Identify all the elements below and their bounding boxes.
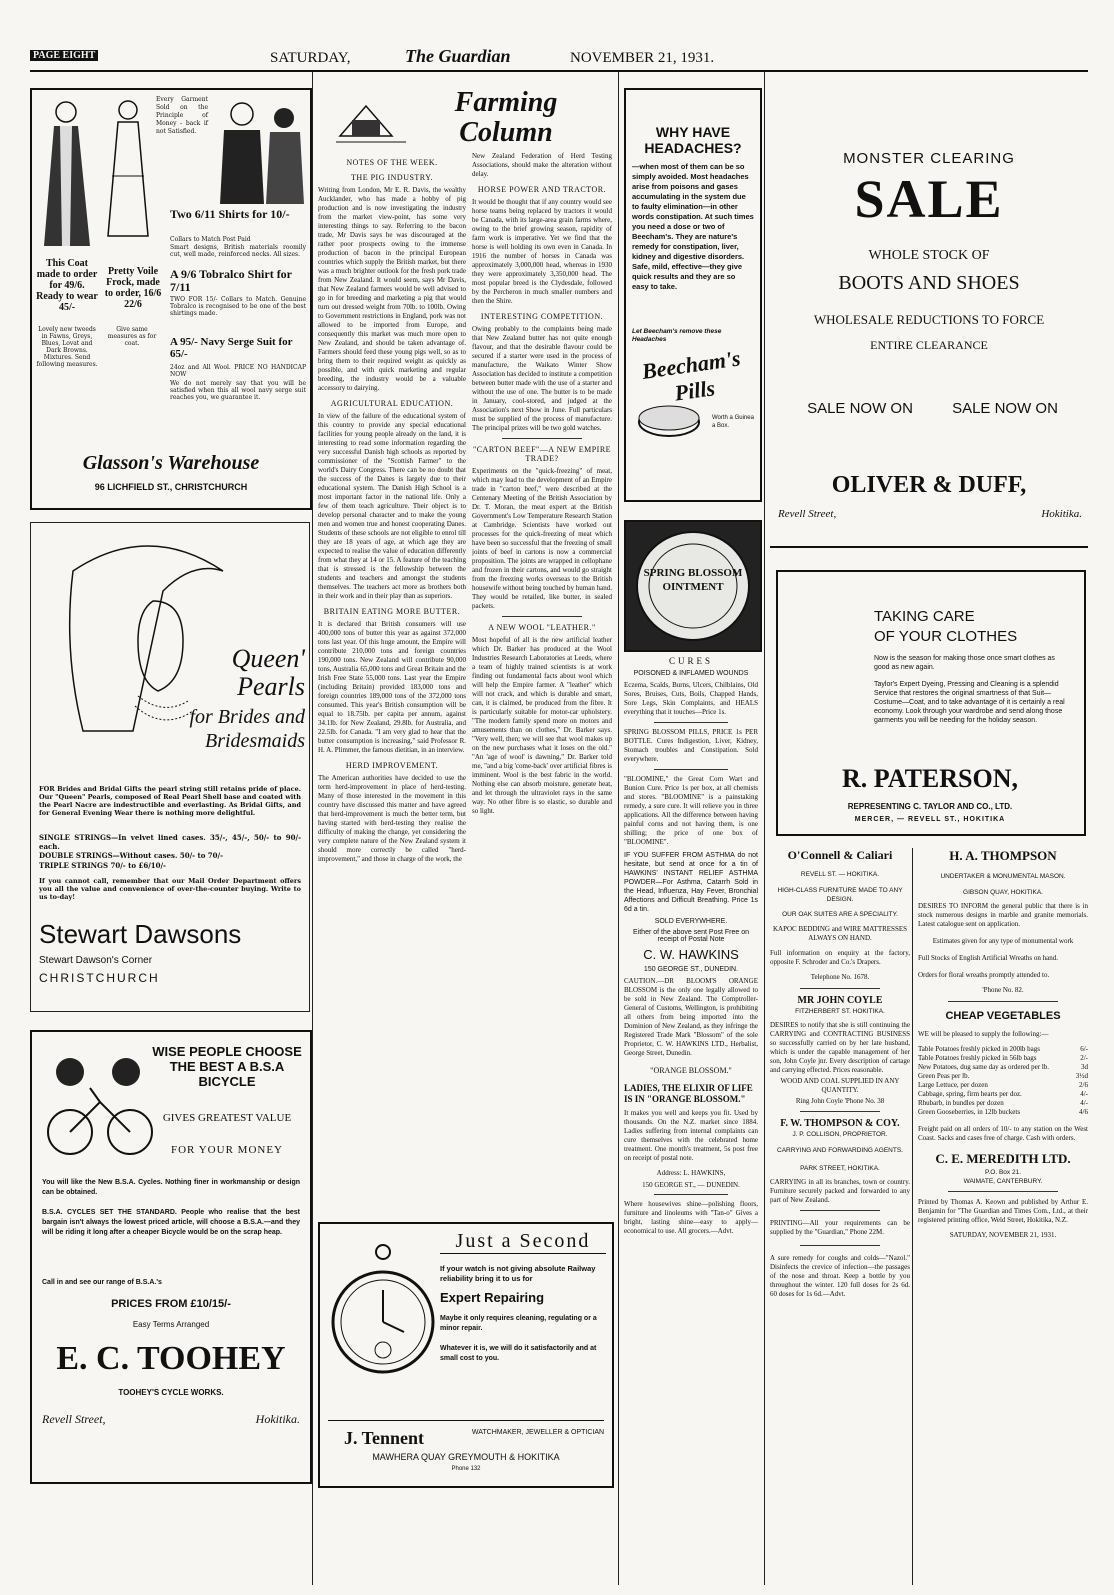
- vegetable-name: New Potatoes, dug same day as ordered per lb.: [918, 1063, 1050, 1071]
- horse-body: It would be thought that if any country would see horse teams being replaced by tractors it would be Canada, with its large-area grain farms where, owing to the brief growing season, rapidity of farm work is imperative. Yet we find that the horse is well holding its own even in Canada. In 1916 the number of horses in Canada was approximately 3,000,000 head, whereas in 1930 they were approximately 3,350,000 head. The most popular breed is the Clydesdale, followed by the Percheron in much smaller numbers and then the Shire.: [472, 198, 612, 305]
- oliver-entire: ENTIRE CLEARANCE: [870, 338, 988, 352]
- divider: [328, 1420, 604, 1421]
- frock-body: Give same measures as for coat.: [107, 326, 157, 347]
- bsa-bicycle-ad: [30, 1030, 312, 1484]
- meredith-name: C. E. MEREDITH LTD.: [935, 1151, 1071, 1166]
- oconnell-kapoc: KAPOC BEDDING and WIRE MATTRESSES ALWAYS ON HAND.: [772, 925, 908, 942]
- oconnell-phone: Telephone No. 1678.: [810, 973, 870, 981]
- bsa-prices: PRICES FROM £10/15/-: [111, 1298, 231, 1310]
- vegetable-row: [918, 1108, 1088, 1117]
- double-strings: DOUBLE STRINGS—Without cases. 50/- to 70/-: [39, 851, 224, 860]
- shirts-heading: Two 6/11 Shirts for 10/-: [170, 207, 290, 221]
- paterson-name: R. PATERSON,: [842, 764, 1018, 793]
- tennent-heading: Just a Second: [440, 1230, 606, 1254]
- beechams-brand: Beecham's Pills: [640, 345, 742, 406]
- bsa-p2: B.S.A. CYCLES SET THE STANDARD. People who realise that the best bargain isn't always the lowest priced article, will choose a B.S.A.—and they will be riding it long after a cheaper Bicycle would be on the scrap heap.: [42, 1209, 300, 1236]
- paterson-head2: OF YOUR CLOTHES: [874, 628, 1018, 645]
- paterson-p2: Taylor's Expert Dyeing, Pressing and Cleaning is a splendid Service that restores the original smartness of that Suit—Costume—Coat, and to take advantage of it is certainly a real economy. Look through your wardrobe and send along those garments you will be needing for the holiday season.: [874, 681, 1065, 724]
- agri-body: In view of the failure of the educational system of this country to provide any special educational facilities for young people already on the land, it is interesting to read some information regarding the very successful Danish high schools as reported by commissioner of the "Scottish Farmer" to the world's Dairy Congress. There can be no doubt that the success of the Danes is largely due to their educational system. The Danish High School is a most important factor in the national life. Only a few of them teach agriculture. Their object is to develop personal character and to make the young men and women true and honest cooperating Danes. Students of these schools are not eligible to enrol till they are 18 years of age, at which age they are expected to realise the value of education differently from what they at 14 or 15. A feature of the teaching that is stressed is the fellowship between the students and teachers and amongst the students themselves. The teachers act more as brothers both in their work and in their play than as superiors.: [318, 412, 466, 600]
- ladies-heading: LADIES, THE ELIXIR OF LIFE IS IN "ORANGE BLOSSOM.": [624, 1083, 753, 1104]
- thompson-coy-name: F. W. THOMPSON & COY.: [780, 1118, 900, 1129]
- vegetable-price: 3½d: [1075, 1072, 1088, 1080]
- coyle-wood: WOOD AND COAL SUPPLIED IN ANY QUANTITY.: [780, 1077, 900, 1094]
- housewives: Where housewives shine—polishing floors, furniture and linoleums with "Tan-o" Gives a bright, lasting shine—easy to apply—economical to use. All grocers.—Advt.: [624, 1200, 758, 1235]
- coat-body: Lovely new tweeds in Fawns, Greys, Blues, Lovat and Dark Browns. Mixtures. Send following measures.: [36, 326, 98, 368]
- oconnell-furniture: HIGH-CLASS FURNITURE MADE TO ANY DESIGN.: [777, 887, 903, 903]
- thompson-coy-street: PARK STREET, HOKITIKA.: [800, 1165, 880, 1172]
- page-header: [30, 48, 1088, 72]
- divider: [502, 616, 582, 617]
- bsa-money: FOR YOUR MONEY: [171, 1144, 283, 1156]
- oconnell-street: REVELL ST. — HOKITIKA.: [800, 871, 880, 878]
- beechams-tag: Let Beecham's remove these Headaches: [632, 328, 722, 343]
- printing-notice: PRINTING—All your requirements can be supplied by the "Guardian," Phone 22M.: [770, 1219, 910, 1236]
- header-date: NOVEMBER 21, 1931.: [570, 50, 715, 66]
- divider: [948, 1001, 1058, 1002]
- oconnell-info: Full information on enquiry at the factory, opposite F. Schroder and Co.'s Drapers.: [770, 949, 910, 966]
- vegetable-name: Green Gooseberries, in 12lb buckets: [918, 1108, 1021, 1116]
- oliver-sale: SALE: [854, 169, 1004, 229]
- bsa-heading: WISE PEOPLE CHOOSE THE BEST A B.S.A BICYCLE: [152, 1044, 302, 1089]
- vegetable-price: 3d: [1081, 1063, 1088, 1071]
- coyle-body: DESIRES to notify that she is still continuing the CARRYING and CONTRACTING BUSINESS so successfully carried on by her late husband, which is under the capable management of her son, John Coyle jnr. Every description of cartage and carrying effected. Prices reasonable.: [770, 1021, 910, 1074]
- header-day: SATURDAY,: [270, 50, 351, 66]
- tennent-p3: Whatever it is, we will do it satisfactorily and at small cost to you.: [440, 1345, 597, 1362]
- thompson-phone: 'Phone No. 82.: [982, 986, 1024, 994]
- vegetable-row: [918, 1072, 1088, 1081]
- orange-blossom: "ORANGE BLOSSOM.": [650, 1066, 732, 1075]
- divider: [800, 1111, 880, 1112]
- farming-banner: [336, 82, 606, 152]
- herd-heading: HERD IMPROVEMENT.: [345, 761, 439, 770]
- tennent-p1: If your watch is not giving absolute Railway reliability bring it to us for: [440, 1264, 596, 1283]
- horse-heading: HORSE POWER AND TRACTOR.: [477, 185, 607, 194]
- vegetable-price: 2/-: [1080, 1054, 1088, 1062]
- tennent-repair: Expert Repairing: [440, 1290, 545, 1305]
- glasson-ad: [30, 88, 312, 510]
- stewart-dawsons-ad: [30, 522, 310, 1012]
- beechams-ad: [624, 88, 762, 502]
- oliver-duff-ad: [770, 88, 1088, 552]
- glasson-store-name: Glasson's Warehouse: [82, 452, 260, 474]
- serge-heading: A 95/- Navy Serge Suit for 65/-: [170, 336, 293, 360]
- oconnell-name: O'Connell & Caliari: [787, 848, 893, 862]
- thompson-wreaths: Full Stocks of English Artificial Wreaths on hand.: [918, 954, 1058, 962]
- vegetables-freight: Freight paid on all orders of 10/- to any station on the West Coast. Sacks and cases free of charge. Cash with orders.: [918, 1125, 1088, 1142]
- vegetables-heading: CHEAP VEGETABLES: [945, 1010, 1061, 1022]
- toohey-town: Hokitika.: [255, 1412, 300, 1426]
- bloomine: "BLOOMINE," the Great Corn Wart and Bunion Cure. Price 1s per box, at all chemists and stores. "BLOOMINE" is a painstaking remedy, a sure cure. It will relieve you in three applications. All the difference between having painful corns and not having them, is one shilling; the price of one box of "BLOOMINE".: [624, 775, 758, 846]
- oliver-heading: MONSTER CLEARING: [843, 150, 1015, 167]
- vegetable-price: 4/-: [1080, 1090, 1088, 1098]
- stewart-city: CHRISTCHURCH: [39, 971, 160, 985]
- thompson-coy-prop: J. P. COLLISON, PROPRIETOR.: [792, 1131, 888, 1138]
- divider: [948, 1191, 1058, 1192]
- vegetable-name: Table Potatoes freshly picked in 56lb bags: [918, 1054, 1037, 1062]
- divider: [770, 546, 1088, 548]
- oliver-name: OLIVER & DUFF,: [831, 472, 1027, 498]
- pig-heading: THE PIG INDUSTRY.: [351, 173, 433, 182]
- bsa-p3: Call in and see our range of B.S.A.'s: [42, 1279, 162, 1286]
- thompson-estimates: Estimates given for any type of monumental work: [932, 937, 1074, 945]
- triple-strings: TRIPLE STRINGS 70/- to £6/10/-: [39, 861, 166, 870]
- oliver-now-left: SALE NOW ON: [807, 400, 913, 417]
- ladies-address2: 150 GEORGE ST., — DUNEDIN.: [642, 1181, 740, 1189]
- oconnell-suites: OUR OAK SUITES ARE A SPECIALITY.: [782, 911, 898, 918]
- column-rule: [764, 72, 765, 1585]
- tennent-address: MAWHERA QUAY GREYMOUTH & HOKITIKA: [372, 1452, 560, 1462]
- toohey-name: E. C. TOOHEY: [56, 1340, 286, 1377]
- cough-remedy: A sure remedy for coughs and colds—"Nazol." Disinfects the crevice of infection—the passages of the nose and throat. Keep a bottle by you throughout the winter. 120 full doses for 2s 6d. 60 doses for 1s 6d.—Advt.: [770, 1254, 910, 1298]
- farm-scene-illustration: [336, 86, 406, 146]
- coyle-ring: Ring John Coyle 'Phone No. 38: [795, 1097, 885, 1105]
- vegetable-row: [918, 1045, 1088, 1054]
- oliver-street: Revell Street,: [778, 508, 837, 520]
- butter-body: It is declared that British consumers will use 400,000 tons of butter this year as against 372,000 tons last year. Of this huge amount, the Empire will contribute 210,000 tons and foreign countries 190,000 tons. New Zealand will contribute 90,000 tons, Australia 65,000 tons and Great Britain and the Irish Free State 55,000 tons. Last year the Empire (including Britain) provided 183,000 tons and foreign countries 189,000 tons of the 372,000 tons consumed. This year's British consumption will be equal to 18.75lb. per capita per annum, against 34.1lb. for New Zealand, 29.8lb. for Australia, and 22.5lb. for Canada. "I am very glad to hear that the butter consumption is increasing," said Professor R. H. A. Plimmer, the famous dietitian, in an interview.: [318, 620, 466, 754]
- herd-body: The American authorities have decided to use the term herd-improvement in place of herd-testing. Many of those interested in the movement in this country have discussed this matter and have agreed that herd-improvement is much the better term, but having started with herd-testing they realise the difficulty of making the change, yet considering the very complete nature of the New Zealand system it should more correctly be called "herd-improvement," and those in charge of the work, the: [318, 774, 466, 863]
- poisoned-heading: POISONED & INFLAMED WOUNDS: [633, 670, 749, 677]
- bsa-terms: Easy Terms Arranged: [132, 1320, 210, 1329]
- beechams-body: —when most of them can be so simply avoided. Most headaches arise from poisons and gases accumulating in the system due to faulty elimination—in other words constipation. At such times you need a dose or two of Beecham's. They are nature's remedy for constipation, liver, kidney and digestive disorders. Safe, mild, effective—they give quick results and they are so easy to take.: [632, 162, 754, 291]
- divider: [800, 988, 880, 989]
- vegetable-row: [918, 1099, 1088, 1108]
- thompson-body: DESIRES TO INFORM the general public that there is in stock numerous designs in marble and granite memorials. Latest catalogue sent on application.: [918, 902, 1088, 928]
- bsa-p1: You will like the New B.S.A. Cycles. Nothing finer in workmanship or design can be obtained.: [42, 1179, 300, 1196]
- agri-heading: AGRICULTURAL EDUCATION.: [330, 399, 454, 408]
- vegetable-row: [918, 1054, 1088, 1063]
- vegetable-row: [918, 1063, 1088, 1072]
- ladies-address: Address: L. HAWKINS,: [656, 1169, 726, 1177]
- right-subcolumn-right: [918, 848, 1088, 1585]
- farming-column-title: Farming Column: [454, 87, 558, 148]
- divider: [654, 1194, 728, 1195]
- farming-col-right: [472, 152, 612, 1212]
- masthead: The Guardian: [405, 46, 511, 66]
- sold-everywhere: SOLD EVERYWHERE.: [654, 918, 728, 925]
- paterson-address: MERCER, — REVELL ST., HOKITIKA: [854, 816, 1006, 823]
- vegetable-row: [918, 1081, 1088, 1090]
- divider: [654, 722, 728, 723]
- paterson-p1: Now is the season for making those once smart clothes as good as new again.: [874, 655, 1055, 671]
- wool-heading: A NEW WOOL "LEATHER.": [488, 623, 596, 632]
- tennent-p2: Maybe it only requires cleaning, regulating or a minor repair.: [440, 1315, 597, 1332]
- divider: [654, 769, 728, 770]
- single-strings: SINGLE STRINGS—In velvet lined cases. 35/-, 45/-, 50/- to 90/- each.: [39, 833, 301, 851]
- frock-heading: Pretty Voile Frock, made to order, 16/6 22/6: [104, 266, 162, 310]
- toohey-works: TOOHEY'S CYCLE WORKS.: [118, 1388, 224, 1397]
- column-rule: [618, 72, 619, 1585]
- column-rule: [912, 848, 913, 1585]
- lady-coat-illustration: [36, 96, 102, 256]
- paterson-rep: REPRESENTING C. TAYLOR AND CO., LTD.: [847, 802, 1013, 811]
- thompson-name: H. A. THOMPSON: [949, 848, 1057, 863]
- glasson-tagline: Every Garment Sold on the Principle of Money - back if not Satisfied.: [156, 96, 208, 135]
- man-suit-illustration: [212, 96, 306, 206]
- competition-heading: INTERESTING COMPETITION.: [480, 312, 604, 321]
- hawkins-name: C. W. HAWKINS: [643, 947, 739, 962]
- stewart-dawsons-name: Stewart Dawsons: [39, 919, 242, 949]
- spring-blossom-tin: [624, 520, 762, 652]
- oliver-stock: WHOLE STOCK OF: [868, 248, 990, 263]
- tennent-ad: [318, 1222, 614, 1488]
- oliver-reductions: WHOLESALE REDUCTIONS TO FORCE: [813, 312, 1045, 327]
- mail-order: If you cannot call, remember that our Mail Order Department offers you all the value and convenience of over-the-counter buying. Write to us to-day!: [39, 877, 301, 901]
- herd-continued: New Zealand Federation of Herd Testing Associations, should make the alteration without delay.: [472, 152, 612, 178]
- notes-heading: NOTES OF THE WEEK.: [346, 158, 438, 167]
- blossom-column: [624, 656, 758, 1585]
- vegetable-name: Large Lettuce, per dozen: [918, 1081, 988, 1089]
- tobralco-body: TWO FOR 15/- Collars to Match. Genuine Tobralco is recognised to be one of the best shirtings made.: [170, 296, 306, 317]
- beechams-heading: WHY HAVE HEADACHES?: [644, 124, 742, 156]
- tobralco-heading: A 9/6 Tobralco Shirt for 7/11: [170, 267, 292, 294]
- thompson-trade: UNDERTAKER & MONUMENTAL MASON.: [940, 873, 1066, 880]
- oliver-now-right: SALE NOW ON: [952, 400, 1058, 417]
- pocket-watch-icon: [328, 1240, 438, 1390]
- vegetable-row: [918, 1090, 1088, 1099]
- imprint-date: SATURDAY, NOVEMBER 21, 1931.: [949, 1231, 1057, 1239]
- vegetable-price: 6/-: [1080, 1045, 1088, 1053]
- tennent-name: J. Tennent: [344, 1428, 425, 1448]
- vegetable-price: 4/6: [1079, 1108, 1088, 1116]
- blossom-pills: SPRING BLOSSOM PILLS, PRICE 1s PER BOTTLE. Cures Indigestion, Liver, Kidney, Stomach troubles and Constipation. Sold everywhere.: [624, 728, 758, 763]
- bsa-gives: GIVES GREATEST VALUE: [162, 1112, 292, 1124]
- butter-heading: BRITAIN EATING MORE BUTTER.: [323, 607, 461, 616]
- caution: CAUTION.—DR BLOOM'S ORANGE BLOSSOM is the only one legally allowed to be sold in New Zealand. The Comptroller-General of Customs, Wellington, is prohibiting all others from being imported into the Dominion of New Zealand, as they infringe the Registered Trade Mark "Blossom" of the sole Proprietor, C. W. HAWKINS LTD., Herbalist, George Street, Dunedin.: [624, 977, 758, 1057]
- oliver-town: Hokitika.: [1041, 508, 1082, 520]
- coyle-street: FITZHERBERT ST. HOKITIKA.: [795, 1008, 885, 1015]
- vegetables-list: [918, 1045, 1088, 1117]
- glasson-address: 96 LICHFIELD ST., CHRISTCHURCH: [94, 482, 248, 492]
- oliver-boots: BOOTS AND SHOES: [838, 272, 1020, 294]
- pearls-body: FOR Brides and Bridal Gifts the pearl string still retains pride of place. Our "Queen" Pearls, composed of Real Pearl Shell base and coated with the Pearl Nacre are indestructible and everlasting. As Bridal Gifts, and for General Evening Wear there is nothing more delightful.: [39, 785, 301, 817]
- stewart-corner: Stewart Dawson's Corner: [39, 955, 153, 966]
- thompson-street: GIBSON QUAY, HOKITIKA.: [963, 889, 1043, 896]
- vegetable-price: 2/6: [1079, 1081, 1088, 1089]
- paterson-head1: TAKING CARE: [874, 608, 975, 625]
- coyle-name: MR JOHN COYLE: [797, 995, 883, 1006]
- post-free: Either of the above sent Post Free on receipt of Postal Note: [633, 929, 749, 943]
- vegetable-name: Green Peas per lb.: [918, 1072, 970, 1080]
- queen-pearls-heading: Queen' Pearls: [231, 644, 305, 701]
- carton-body: Experiments on the "quick-freezing" of meat, which may lead to the development of an Empire trade in "carton beef," were described at the Centenary Meeting of the British Association by Dr. T. Moran, the meat expert at the British Government's Low Temperature Research Station at Cambridge. Scientists have worked out processes for the quick-freezing of meat which have been so successful that the freezing of small joints of beef in cartons is now a commercial proposition. The joints are wrapped in cellophane and frozen in their cartons, and would go straight from the freezing works overseas to the British housewife without being touched by human hand. They would be retailed, like butter, in sealed packets.: [472, 467, 612, 610]
- meredith-box: P.O. Box 21.: [984, 1169, 1021, 1176]
- children-cycling-illustration: [40, 1042, 158, 1162]
- carton-heading: "CARTON BEEF"—A NEW EMPIRE TRADE?: [472, 445, 612, 463]
- hawkins-address: 150 GEORGE ST., DUNEDIN.: [643, 966, 739, 973]
- imprint: Printed by Thomas A. Keown and published by Arthur E. Benjamin for "The Guardian and Times Com., Ltd., at their registered printing office, Weld Street, Hokitika, N.Z.: [918, 1198, 1088, 1224]
- shirts-sub: Collars to Match Post Paid: [170, 236, 251, 243]
- beechams-worth: Worth a Guinea a Box.: [712, 415, 754, 429]
- vegetables-intro: WE will be pleased to supply the following:—: [918, 1030, 1049, 1038]
- coat-heading: This Coat made to order for 49/6. Ready to wear 45/-: [36, 258, 98, 313]
- lady-frock-illustration: [104, 96, 152, 246]
- pig-body: Writing from London, Mr E. R. Davis, the wealthy Aucklander, who has made a hobby of pig production and is now investigating the industry from the market view-point, has some very interesting things to say. Referring to the bacon trade, Mr Davis says he was discouraged at the rather poor prospects owing to the immense production of bacon in the principal European countries which supply the British market, but there was a much brighter outlook for the fresh pork trade from New Zealand. It would seem, says Mr Davis, that New Zealand farmers would be well advised to go in for breeding and marketing a pig that would turn out dressed weight from 70lb. to 100lb. Owing to Government restrictions in England, pork was not allowed to be imported from Europe, and consequently this market was much more open to New Zealand, and should be taken advantage of. Farmers should feed these young pigs well, so as to bring them to their required weight as quickly as possible, and with quick marketing and regular breeding, the industry would be a valuable accessory to dairying.: [318, 186, 466, 392]
- ladies-body: It makes you well and keeps you fit. Used by thousands. On the N.Z. market since 1884. Ladies suffering from internal complaints can cure themselves with the celebrated home treatment. One month's treatment, 5s post free on receipt of postal note.: [624, 1109, 758, 1162]
- thompson-coy-body: CARRYING in all its branches, town or country. Furniture securely packed and forwarded to any part of New Zealand.: [770, 1178, 910, 1204]
- blossom-list: Eczema, Scalds, Burns, Ulcers, Chilblains, Old Sores, Bruises, Cuts, Boils, Chapped Hands, Sore Legs, Skin Complaints, and HEALS everything that it touches—Price 1s.: [624, 681, 758, 716]
- vegetable-name: Cabbage, spring, firm hearts per doz.: [918, 1090, 1022, 1098]
- cures-heading: CURES: [668, 656, 713, 666]
- thompson-coy-carry: CARRYING AND FORWARDING AGENTS.: [777, 1147, 903, 1154]
- competition-body: Owing probably to the complaints being made that New Zealand butter has not quite enough flavour, and that the desirable flavour could be secured if a starter were used in the process of manufacture, the Waikato Winter Show Association has decided to institute a competition between butter made with the use of a starter and without the use of one. The butter is to be made in January, cool-stored, and judged at the Association's next Show in June. Full particulars must be supplied of the process of manufacture. The principal prizes will be two gold watches.: [472, 325, 612, 432]
- right-subcolumn-left: [770, 848, 910, 1585]
- tin-label: SPRING BLOSSOM OINTMENT: [643, 567, 743, 593]
- toohey-street: Revell Street,: [42, 1412, 106, 1426]
- vegetable-price: 4/-: [1080, 1099, 1088, 1107]
- asthma: IF YOU SUFFER FROM ASTHMA do not hesitate, but send at once for a tin of HAWKINS' INSTANT RELIEF ASTHMA POWDER—For Asthma, Catarrh Sold in the Head, Influenza, Hay Fever, Bronchial Affections and Difficult Breathing. Price 1s 6d a tin.: [624, 852, 758, 913]
- brides-heading: for Brides and Bridesmaids: [189, 706, 305, 752]
- tennent-phone: Phone 132: [451, 1466, 481, 1472]
- thompson-orders: Orders for floral wreaths promptly attended to.: [918, 971, 1050, 979]
- wool-body: Most hopeful of all is the new artificial leather which Dr. Barker has produced at the Wool Industries Research Laboratories at Leeds, where a team of highly trained scientists is at work finding out fundamental facts about wool which will help the Empire farmer. A "leather" which will not crack, and which is durable and smart, can, it is claimed, be produced from the fibre. It is particularly suitable for motor-car upholstery. "The modern family spend more on motors and amusements than on clothes," Dr. Barker says. "Very well, then; we will see that wool makes up on the new purchases what it loses on the old." "An 'age of wool' is dawning," Dr. Barker told me, "and a big 'come-back' over artificial fibres is imminent. Wool is the best fabric in the world. Nothing else can absorb moisture, generate heat, and let through the ultraviolet rays in the same way. No other fibre is so elastic, so durable and so light.: [472, 636, 612, 815]
- column-rule: [312, 72, 313, 1585]
- page-label: PAGE EIGHT: [30, 50, 98, 61]
- serge-sub: 24oz and All Wool. PRICE NO HANDICAP NOW: [170, 364, 306, 378]
- vegetable-name: Rhubarb, in bundles per dozen: [918, 1099, 1004, 1107]
- divider: [800, 1210, 880, 1211]
- divider: [800, 1245, 880, 1246]
- paterson-ad: [776, 570, 1086, 836]
- vegetable-name: Table Potatoes freshly picked in 200lb bags: [918, 1045, 1040, 1053]
- serge-body: We do not merely say that you will be satisfied when this all wool navy serge suit reaches you, we guarantee it.: [170, 380, 306, 401]
- meredith-town: WAIMATE, CANTERBURY.: [963, 1178, 1043, 1185]
- tennent-trade: WATCHMAKER, JEWELLER & OPTICIAN: [471, 1429, 605, 1436]
- divider: [502, 438, 582, 439]
- shirts-body: Smart designs, British materials roomily cut, well made, reinforced necks. All sizes.: [170, 244, 306, 258]
